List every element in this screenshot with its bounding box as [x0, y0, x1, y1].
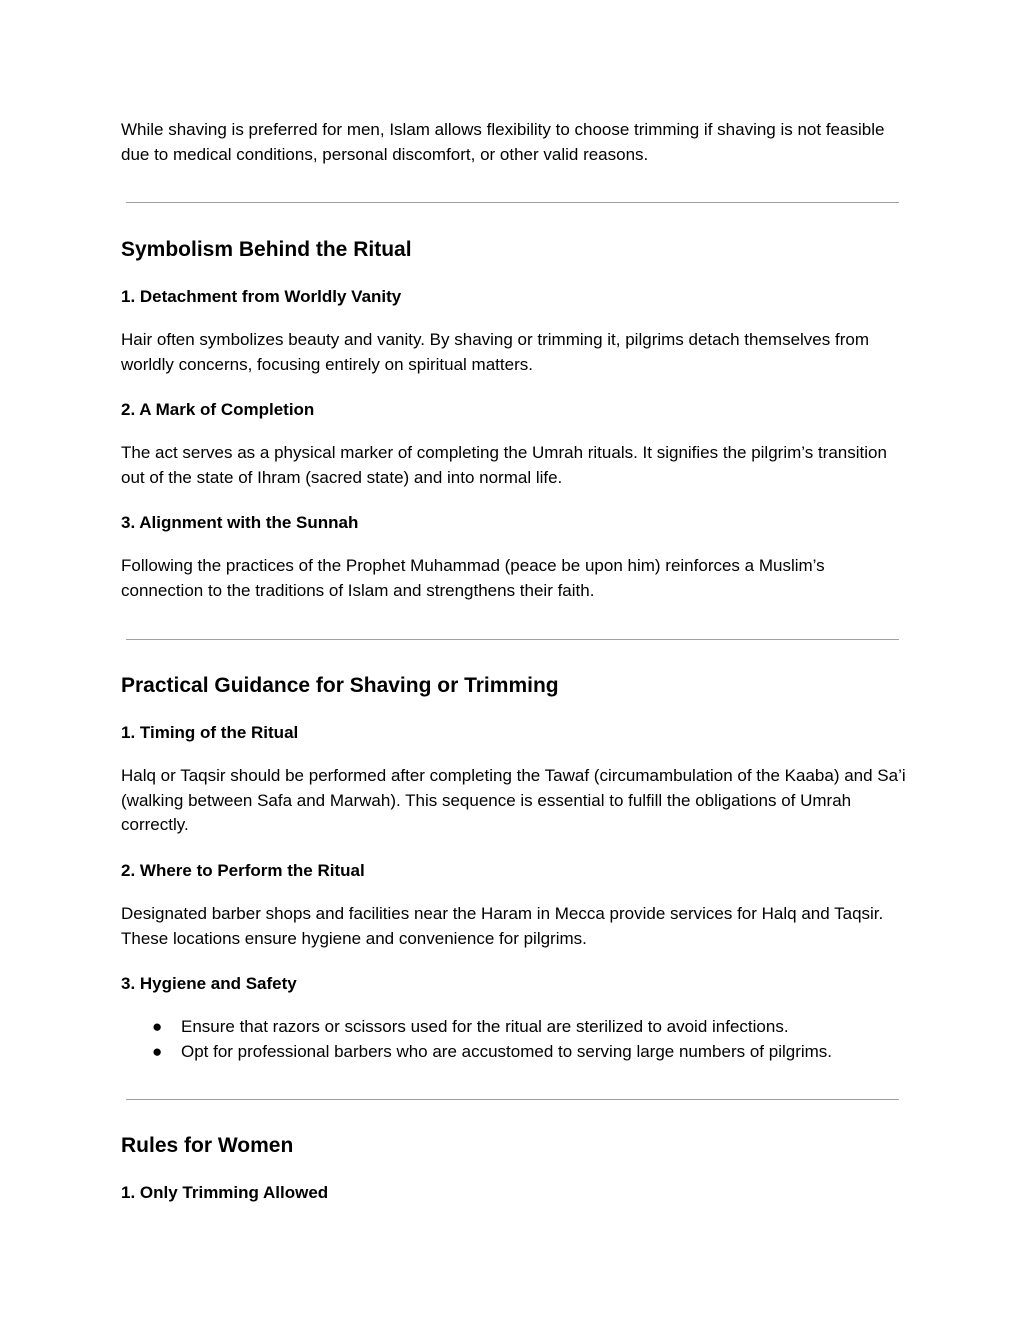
list-item-text: Opt for professional barbers who are accustomed to serving large numbers of pilgrims. — [181, 1041, 833, 1061]
symbolism-item-2-text: The act serves as a physical marker of completing the Umrah rituals. It signifies the pilgrim’s transition out of the state of Ihram (sacred state) and into normal life. — [121, 443, 887, 487]
guidance-item-2-text: Designated barber shops and facilities near the Haram in Mecca provide services for Halq and Taqsir. These locations ensure hygiene and convenience for pilgrims. — [121, 904, 884, 948]
symbolism-heading: Symbolism Behind the Ritual — [121, 238, 412, 261]
guidance-heading: Practical Guidance for Shaving or Trimming — [121, 674, 559, 697]
list-item — [121, 1015, 911, 1040]
list-item — [121, 1040, 911, 1065]
intro-paragraph: While shaving is preferred for men, Islam allows flexibility to choose trimming if shaving is not feasible due to medical conditions, personal discomfort, or other valid reasons. — [121, 120, 885, 164]
guidance-item-3-title: 3. Hygiene and Safety — [121, 974, 297, 993]
symbolism-item-1-text: Hair often symbolizes beauty and vanity. By shaving or trimming it, pilgrims detach themselves from worldly concerns, focusing entirely on spiritual matters. — [121, 330, 869, 374]
bullet-icon: ● — [152, 1017, 163, 1036]
section-divider — [126, 639, 899, 640]
symbolism-item-3-title: 3. Alignment with the Sunnah — [121, 513, 359, 532]
symbolism-item-2-title: 2. A Mark of Completion — [121, 400, 315, 419]
section-divider — [126, 1099, 899, 1100]
list-item-text: Ensure that razors or scissors used for the ritual are sterilized to avoid infections. — [181, 1017, 789, 1036]
guidance-item-2-title: 2. Where to Perform the Ritual — [121, 861, 365, 880]
hygiene-bullet-list — [121, 1015, 911, 1064]
symbolism-item-1-title: 1. Detachment from Worldly Vanity — [121, 287, 402, 306]
guidance-item-1-text: Halq or Taqsir should be performed after completing the Tawaf (circumambulation of the Kaaba) and Sa’i (walking between Safa and Marwah). This sequence is essential to fulfill the obligations of Umrah correctly. — [121, 766, 906, 834]
section-divider — [126, 202, 899, 203]
women-item-1-title: 1. Only Trimming Allowed — [121, 1183, 329, 1202]
women-heading: Rules for Women — [121, 1134, 294, 1157]
bullet-icon: ● — [152, 1041, 163, 1061]
guidance-item-1-title: 1. Timing of the Ritual — [121, 723, 299, 742]
symbolism-item-3-text: Following the practices of the Prophet Muhammad (peace be upon him) reinforces a Muslim’s connection to the traditions of Islam and strengthens their faith. — [121, 556, 825, 600]
